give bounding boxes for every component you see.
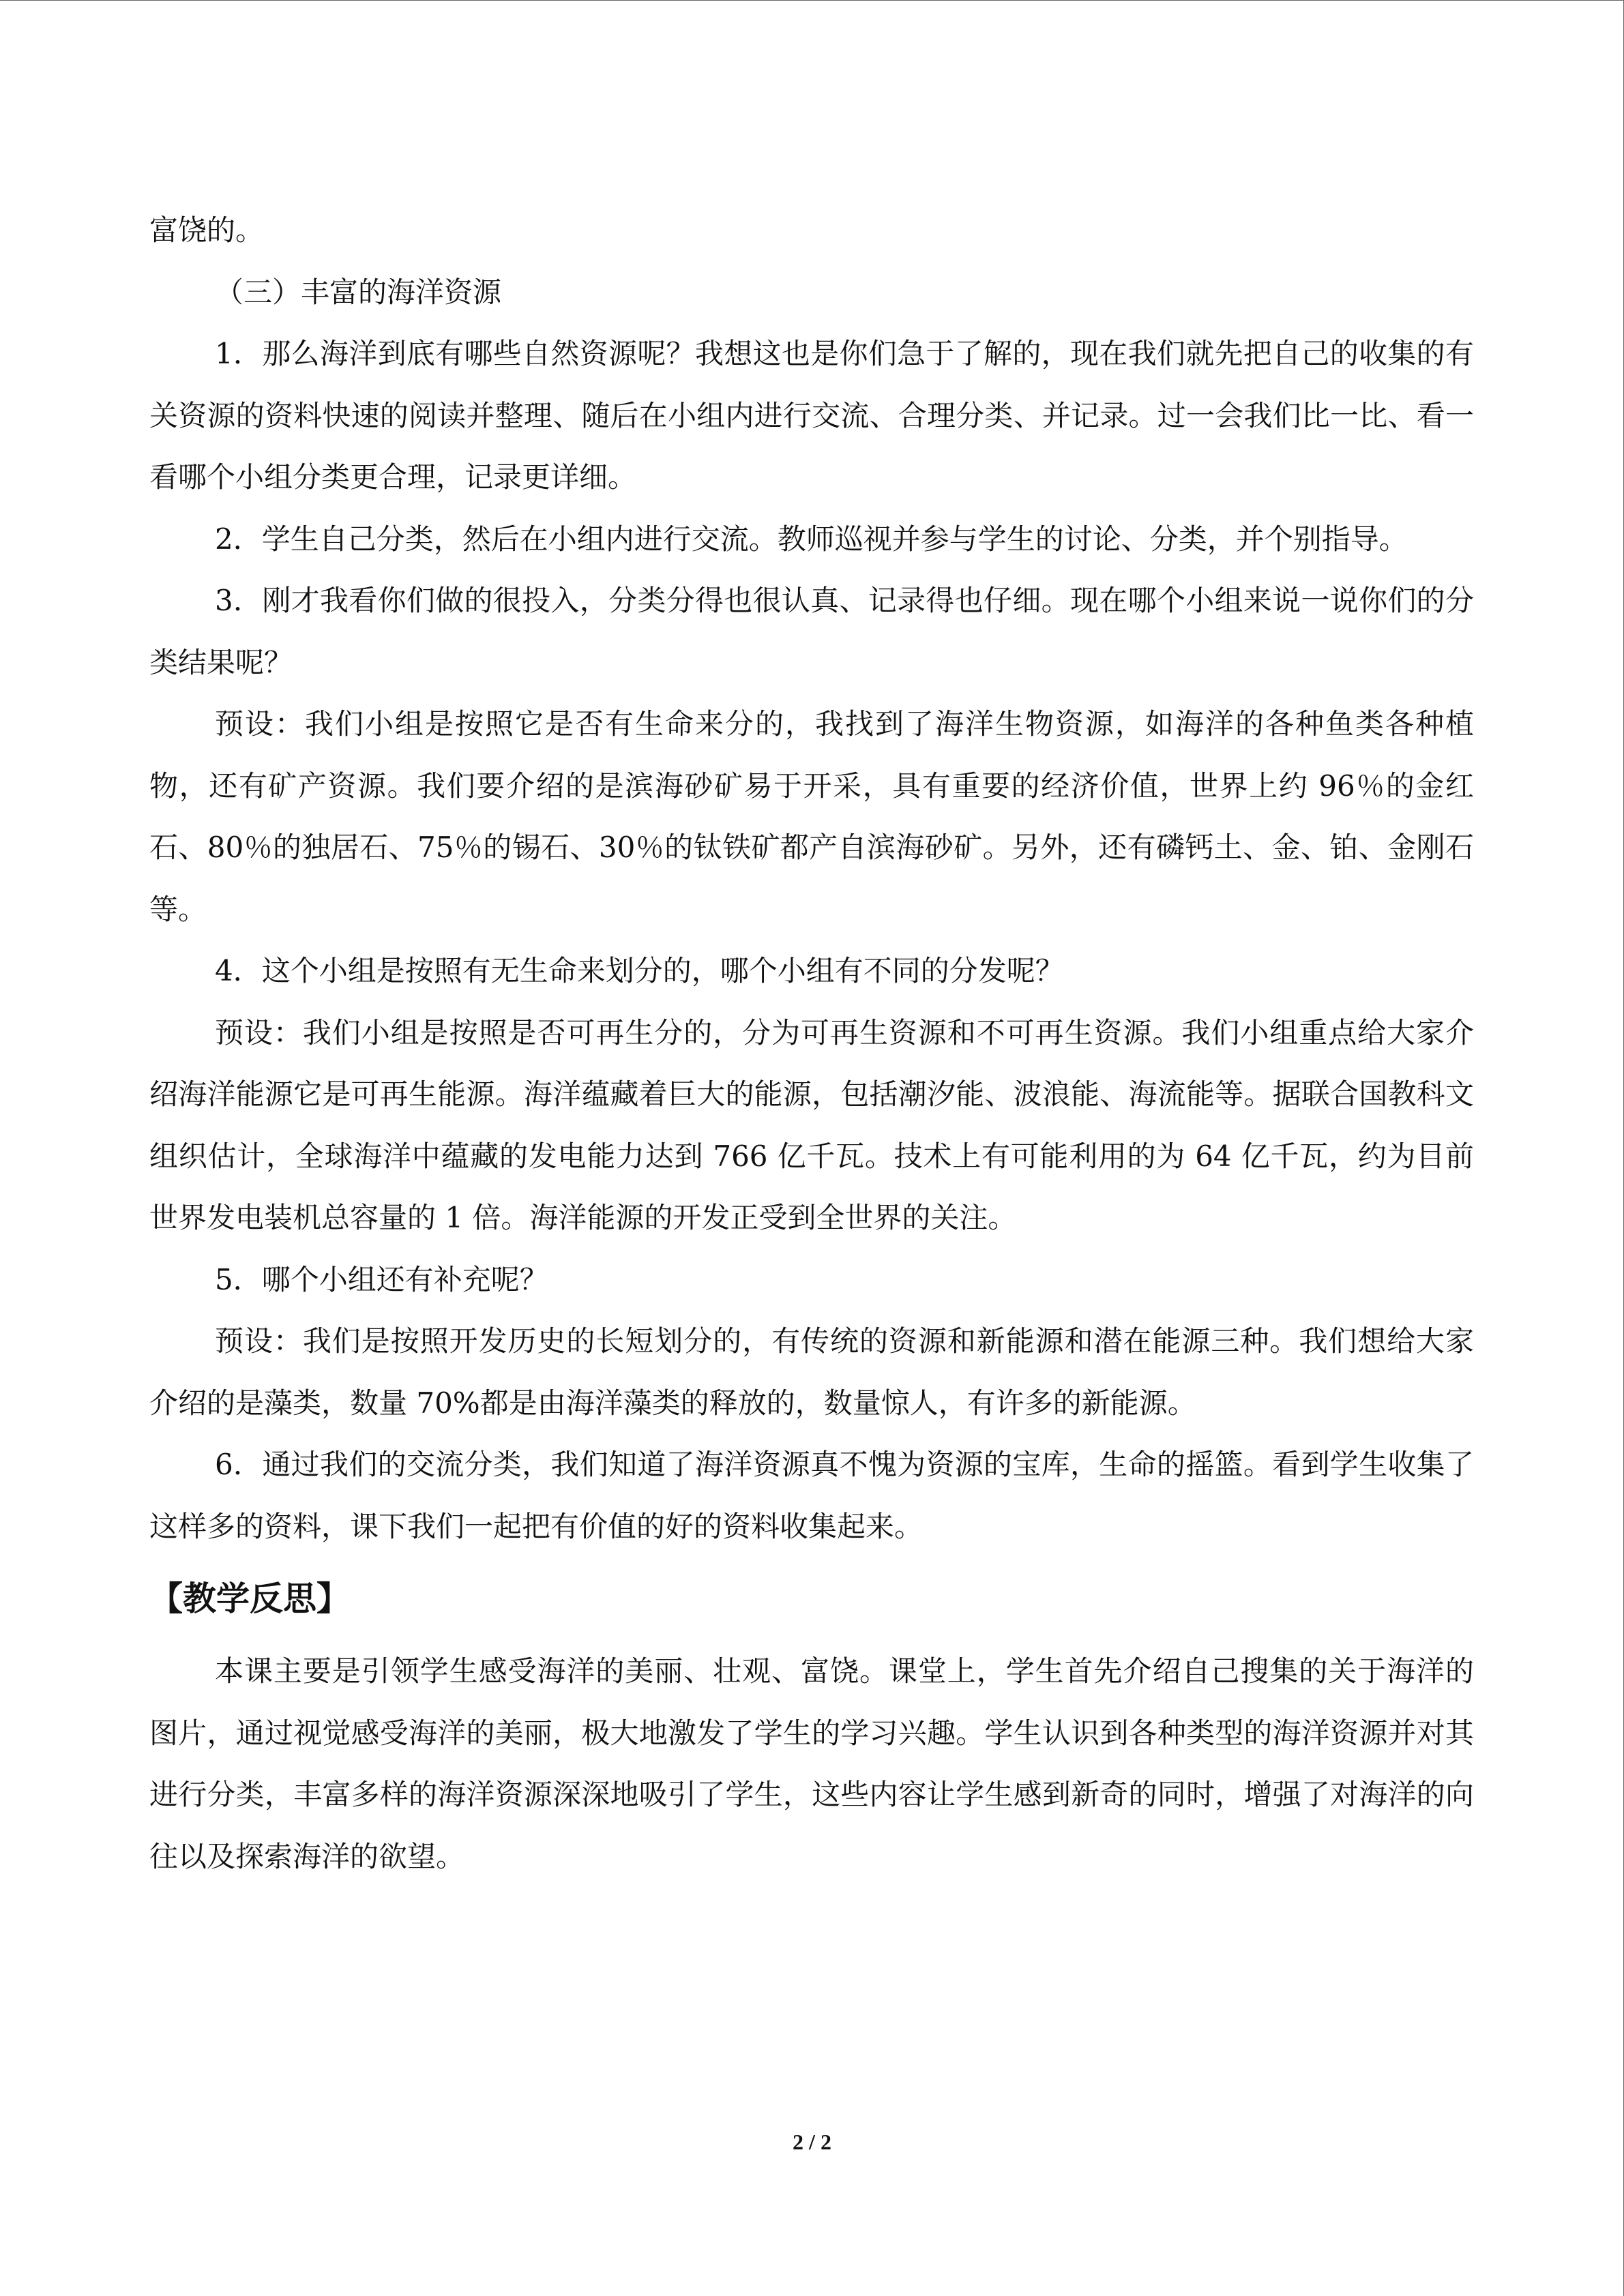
section-heading-ocean-resources: （三）丰富的海洋资源 [215,275,502,309]
paragraph-step-4: 4．这个小组是按照有无生命来划分的，哪个小组有不同的分发呢？ [215,954,1064,987]
paragraph-step-5: 5．哪个小组还有补充呢？ [215,1262,548,1296]
reflection-heading: 【教学反思】 [149,1579,351,1618]
paragraph-preset-3: 预设：我们是按照开发历史的长短划分的，有传统的资源和新能源和潜在能源三种。我们想给大家介绍的是藻类，数量 70%都是由海洋藻类的释放的，数量惊人，有许多的新能源。 [149,1324,1474,1420]
reflection-body: 本课主要是引领学生感受海洋的美丽、壮观、富饶。课堂上，学生首先介绍自己搜集的关于海洋的图片，通过视觉感受海洋的美丽，极大地激发了学生的学习兴趣。学生认识到各种类型的海洋资源并对其进行分类，丰富多样的海洋资源深深地吸引了学生，这些内容让学生感到新奇的同时，增强了对海洋的向往以及探索海洋的欲望。 [149,1654,1474,1873]
paragraph-step-1: 1．那么海洋到底有哪些自然资源呢？我想这也是你们急于了解的，现在我们就先把自己的收集的有关资源的资料快速的阅读并整理、随后在小组内进行交流、合理分类、并记录。过一会我们比一比、看一看哪个小组分类更合理，记录更详细。 [149,337,1474,494]
paragraph-step-2: 2．学生自己分类，然后在小组内进行交流。教师巡视并参与学生的讨论、分类，并个别指导。 [215,522,1408,556]
paragraph-step-3: 3．刚才我看你们做的很投入，分类分得也很认真、记录得也仔细。现在哪个小组来说一说你们的分类结果呢？ [149,584,1474,679]
page-content [149,200,1474,1888]
paragraph-step-6: 6．通过我们的交流分类，我们知道了海洋资源真不愧为资源的宝库，生命的摇篮。看到学生收集了这样多的资料，课下我们一起把有价值的好的资料收集起来。 [149,1448,1474,1543]
paragraph-preset-2: 预设：我们小组是按照是否可再生分的，分为可再生资源和不可再生资源。我们小组重点给大家介绍海洋能源它是可再生能源。海洋蕴藏着巨大的能源，包括潮汐能、波浪能、海流能等。据联合国教科文组织估计，全球海洋中蕴藏的发电能力达到 766 亿千瓦。技术上有可能利用的为 64 亿千瓦，约为目前世界发电装机总容量的 1 倍。海洋能源的开发正受到全世界的关注。 [149,1015,1474,1234]
paragraph-continuation: 富饶的。 [149,213,265,247]
paragraph-preset-1: 预设：我们小组是按照它是否有生命来分的，我找到了海洋生物资源，如海洋的各种鱼类各种植物，还有矿产资源。我们要介绍的是滨海砂矿易于开采，具有重要的经济价值，世界上约 96％的金红石、80％的独居石、75％的锡石、30％的钛铁矿都产自滨海砂矿。另外，还有磷钙土、金、铂、金刚石等。 [149,707,1474,926]
page-number: 2 / 2 [793,2130,831,2154]
